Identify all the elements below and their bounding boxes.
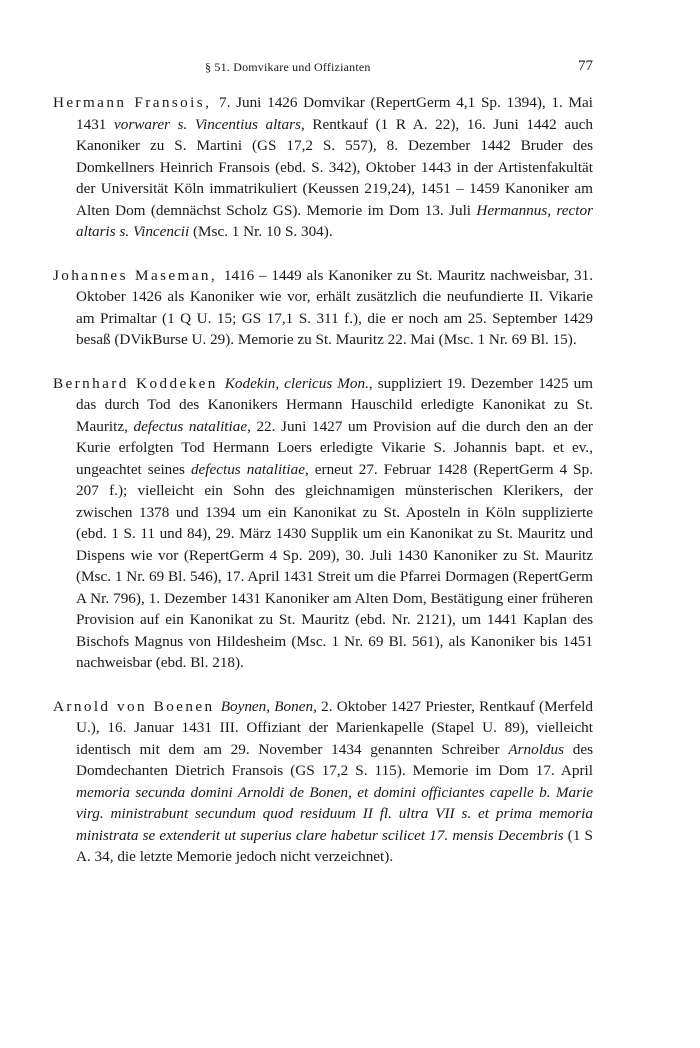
text-run: defectus natalitiae	[133, 417, 248, 435]
entry-johannes-maseman	[53, 265, 593, 351]
text-run: , 22. Juni 1427 um Provision auf die durch den an der Kurie erfolgten Tod Hermann Loers erledigte Vikarie S. Johannis bapt. et ev., ungeachtet seines	[76, 417, 593, 478]
text-run: des Domdechanten Dietrich Fransois (GS 17,2 S. 115). Memorie im Dom 17. April	[76, 740, 593, 779]
entry-hermann-fransois	[53, 92, 593, 243]
text-run: 1416 – 1449 als Kanoniker zu St. Mauritz nachweisbar, 31. Oktober 1426 als Kanoniker wie vor, erhält zusätzlich die neufundierte II. Vikarie am Primaltar (1 Q U. 15; GS 17,1 S. 311 f.), die er noch am 25. September 1429 besaß (DVikBurse U. 29). Memorie zu St. Mauritz 22. Mai (Msc. 1 Nr. 69 Bl. 15).	[76, 266, 593, 348]
entry-body	[76, 94, 593, 240]
text-run: Arnoldus	[508, 740, 565, 758]
text-run: Boynen, Bonen	[220, 697, 314, 715]
text-run: (Msc. 1 Nr. 10 S. 304).	[189, 223, 333, 240]
text-run: Hermannus, rector altaris s. Vincencii	[76, 201, 593, 240]
running-head	[53, 60, 593, 80]
text-run: , erneut 27. Februar 1428 (RepertGerm 4 Sp. 207 f.); vielleicht ein Sohn des gleichnamigen münsterischen Klerikers, der zwischen 1378 und 1394 um ein Kanonikat zu St. Aposteln in Köln supplizierte (ebd. 1 S. 11 und 84), 29. März 1430 Supplik um ein Kanonikat zu St. Mauritz und Dispens wie vor (RepertGerm 4 Sp. 209), 30. Juli 1430 Kanoniker zu St. Mauritz (Msc. 1 Nr. 69 Bl. 546), 17. April 1431 Streit um die Pfarrei Dormagen (RepertGerm A Nr. 796), 1. Dezember 1431 Kanoniker am Alten Dom, Bestätigung einer früheren Provision auf ein Kanonikat zu St. Mauritz (ebd. Nr. 2121), um 1441 Kaplan des Bischofs Magnus von Hildesheim (Msc. 1 Nr. 69 Bl. 561), als Kanoniker bis 1451 nachweisbar (ebd. Bl. 218).	[76, 460, 593, 671]
text-run: Kodekin, clericus Mon.	[224, 374, 369, 392]
page-number: 77	[578, 58, 593, 74]
text-run: memoria secunda domini Arnoldi de Bonen, et domini officiantes capelle b. Marie virg. ministrabunt secundum quod residuum II fl. ultra VII s. et prima memoria ministrata se extenderit ut superius clare habetur scilicet 17. mensis Decembris	[76, 783, 593, 844]
text-run: vorwarer s. Vincentius altars	[114, 115, 301, 133]
entry-name: Hermann Fransois,	[53, 94, 212, 111]
entry-bernhard-koddeken	[53, 373, 593, 674]
entry-body	[76, 375, 593, 672]
entry-name: Bernhard Koddeken	[53, 374, 218, 392]
text-run: , Rentkauf (1 R A. 22), 16. Juni 1442 auch Kanoniker zu S. Martini (GS 17,2 S. 557), 8. Dezember 1442 Bruder des Domkellners Heinrich Fransois (ebd. S. 342), Oktober 1443 in der Artistenfakultät der Universität Köln immatrikuliert (Keussen 219,24), 1451 – 1459 Kanoniker am Alten Dom (demnächst Scholz GS). Memorie im Dom 13. Juli	[76, 115, 593, 219]
text-run: defectus natalitiae	[190, 460, 305, 478]
entry-list	[53, 92, 593, 890]
text-run: 7. Juni 1426 Domvikar (RepertGerm 4,1 Sp. 1394), 1. Mai 1431	[76, 94, 593, 133]
text-run: (1 S A. 34, die letzte Memorie jedoch nicht verzeichnet).	[76, 826, 594, 865]
entry-name: Johannes Maseman,	[53, 266, 218, 284]
entry-arnold-von-boenen	[53, 696, 593, 868]
text-run: , 2. Oktober 1427 Priester, Rentkauf (Merfeld U.), 16. Januar 1431 III. Offiziant der Marienkapelle (Stapel U. 89), vielleicht identisch mit dem am 29. November 1434 genannten Schreiber	[76, 697, 594, 758]
running-title: § 51. Domvikare und Offizianten	[205, 60, 371, 74]
text-run: , suppliziert 19. Dezember 1425 um das durch Tod des Kanonikers Hermann Hauschild erledigte Kanonikat zu St. Mauritz,	[76, 374, 593, 435]
entry-body	[76, 698, 593, 866]
entry-name: Arnold von Boenen	[53, 697, 215, 715]
